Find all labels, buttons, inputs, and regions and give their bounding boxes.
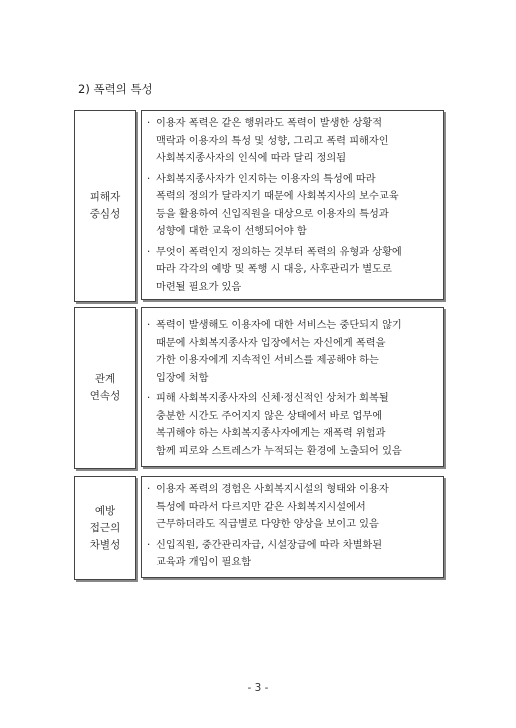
item-line: 복귀해야 하는 사회복지종사자에게는 재폭력 위험과 [156,428,386,439]
section-content [141,476,444,578]
bullet-item [147,244,441,297]
bullet-mark: · [147,484,151,495]
bullet-item [147,115,441,168]
bullet-mark: · [147,118,151,129]
section-heading: 2) 폭력의 특성 [78,82,153,96]
item-line: 때문에 사회복지종사자 입장에서는 자신에게 폭력을 [156,337,386,349]
bullet-mark: · [147,539,151,551]
bullet-mark: · [147,320,151,331]
item-line: 사회복지종사자의 인식에 따라 달리 정의됨 [156,153,347,164]
label-line: 연속성 [89,390,121,402]
section-content [141,307,444,467]
item-line: 함께 피로와 스트레스가 누적되는 환경에 노출되어 있음 [156,445,402,457]
bullet-mark: · [147,246,151,258]
label-line: 예방 [94,504,116,517]
page-number: - 3 - [247,682,269,694]
item-line: 특성에 따라서 다르지만 같은 사회복지시설에서 [156,501,366,513]
item-line: 신입직원, 중간관리자급, 시설장급에 따라 차별화된 [156,539,383,551]
label-line: 관계 [94,373,116,385]
item-line: 입장에 처함 [156,372,209,384]
item-line: 사회복지종사자가 인지하는 이용자의 특성에 따라 [156,173,376,185]
item-line: 피해 사회복지종사자의 신체·정신적인 상처가 회복될 [156,393,389,404]
bullet-item [147,390,441,460]
bullet-mark: · [147,393,151,404]
label-line: 접근의 [89,521,121,534]
item-line: 마련될 필요가 있음 [156,281,242,293]
item-line: 폭력의 정의가 달라지기 때문에 사회복지사의 보수교육 [156,191,399,202]
section-label [74,307,136,469]
item-line: 이용자 폭력은 같은 행위라도 폭력이 발생한 상황적 [156,118,383,129]
bullet-mark: · [147,173,151,185]
bullet-item [147,317,441,387]
item-line: 따라 각각의 예방 및 폭행 시 대응, 사후관리가 별도로 [156,264,392,275]
item-line: 충분한 시간도 주어지지 않은 상태에서 바로 업무에 [156,410,383,422]
item-line: 무엇이 폭력인지 정의하는 것부터 폭력의 유형과 상황에 [156,246,402,258]
label-line: 차별성 [89,538,121,551]
section-label [74,476,136,580]
item-line: 교육과 개입이 필요함 [156,557,252,568]
item-line: 등을 활용하여 신입직원을 대상으로 이용자의 특성과 [156,208,389,220]
bullet-item [147,537,441,572]
bullet-item [147,171,441,241]
item-line: 근무하더라도 직급별로 다양한 양상을 보이고 있음 [156,519,379,530]
label-line: 피해자 [89,191,121,203]
item-line: 맥락과 이용자의 특성 및 성향, 그리고 폭력 피해자인 [156,135,389,147]
item-line: 성향에 대한 교육이 선행되어야 함 [156,226,307,237]
item-line: 이용자 폭력의 경험은 사회복지시설의 형태와 이용자 [156,484,389,495]
item-line: 가한 이용자에게 지속적인 서비스를 제공해야 하는 [156,355,379,366]
section-label [74,110,136,302]
section-content [141,110,444,300]
label-line: 중심성 [89,208,121,220]
bullet-item [147,481,441,534]
item-line: 폭력이 발생해도 이용자에 대한 서비스는 중단되지 않기 [156,320,402,331]
